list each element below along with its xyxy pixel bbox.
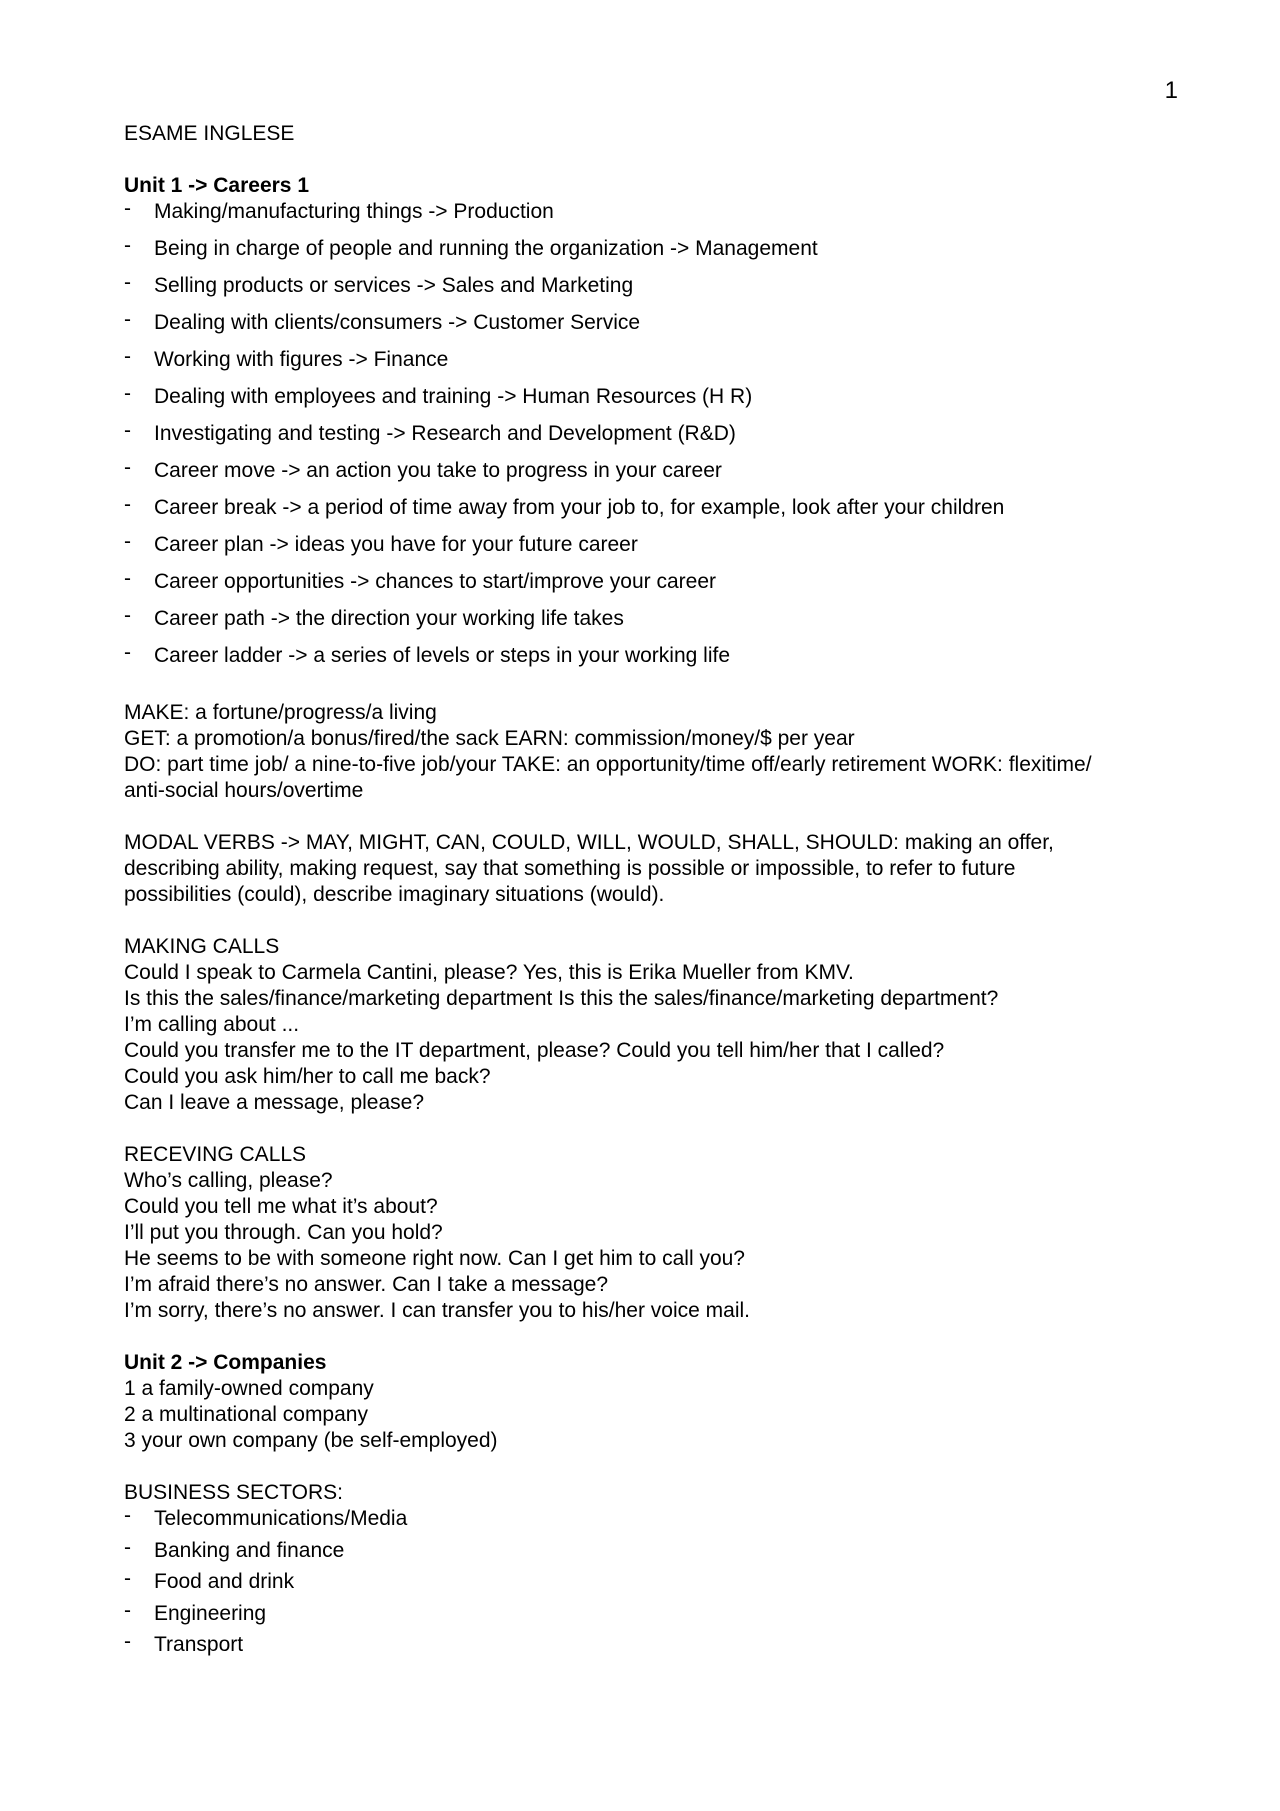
list-item: - Career ladder -> a series of levels or steps in your working life	[124, 641, 731, 667]
dash-bullet: -	[124, 1567, 131, 1590]
list-item: - Career break -> a period of time away from your job to, for example, look after your children	[124, 493, 1005, 519]
text-line: I’ll put you through. Can you hold?	[124, 1221, 443, 1244]
list-item: - Dealing with clients/consumers -> Customer Service	[124, 308, 641, 334]
list-item: - Being in charge of people and running the organization -> Management	[124, 234, 818, 260]
text-line: I’m sorry, there’s no answer. I can transfer you to his/her voice mail.	[124, 1299, 750, 1322]
business-sectors-list	[124, 1506, 1144, 1664]
dash-bullet: -	[124, 197, 131, 220]
document-body	[124, 121, 1144, 1664]
list-item: - Career path -> the direction your working life takes	[124, 604, 624, 630]
list-item: - Career opportunities -> chances to start/improve your career	[124, 567, 717, 593]
text-line: Can I leave a message, please?	[124, 1091, 425, 1114]
list-item: 2 a multinational company	[124, 1403, 368, 1426]
making-calls-block	[124, 934, 1144, 1116]
list-item: - Working with figures -> Finance	[124, 345, 449, 371]
text-line: He seems to be with someone right now. Can I get him to call you?	[124, 1247, 745, 1270]
list-item: 1 a family-owned company	[124, 1377, 374, 1400]
list-item: - Food and drink	[124, 1567, 295, 1593]
unit1-heading: Unit 1 -> Careers 1	[124, 174, 310, 197]
text-line: Could you ask him/her to call me back?	[124, 1065, 491, 1088]
dash-bullet: -	[124, 604, 131, 627]
section-heading: MAKING CALLS	[124, 935, 280, 958]
list-item: - Dealing with employees and training -> Human Resources (H R)	[124, 382, 753, 408]
dash-bullet: -	[124, 234, 131, 257]
text-line: Could you tell me what it’s about?	[124, 1195, 438, 1218]
text-line: DO: part time job/ a nine-to-five job/your TAKE: an opportunity/time off/early retirement WORK: flexitime/	[124, 753, 1092, 776]
dash-bullet: -	[124, 271, 131, 294]
list-item: - Telecommunications/Media	[124, 1504, 408, 1530]
list-item: - Making/manufacturing things -> Production	[124, 197, 554, 223]
dash-bullet: -	[124, 308, 131, 331]
text-line: GET: a promotion/a bonus/fired/the sack EARN: commission/money/$ per year	[124, 727, 855, 750]
list-item: - Investigating and testing -> Research and Development (R&D)	[124, 419, 736, 445]
list-item: - Career plan -> ideas you have for your future career	[124, 530, 638, 556]
business-sectors-block	[124, 1480, 1144, 1664]
text-line: Is this the sales/finance/marketing department Is this the sales/finance/marketing department?	[124, 987, 999, 1010]
modal-verbs-block	[124, 830, 1144, 908]
text-line: anti-social hours/overtime	[124, 779, 364, 802]
receiving-calls-block	[124, 1142, 1144, 1324]
list-item: - Career move -> an action you take to progress in your career	[124, 456, 722, 482]
dash-bullet: -	[124, 641, 131, 664]
text-line: I’m calling about ...	[124, 1013, 300, 1036]
text-line: Who’s calling, please?	[124, 1169, 333, 1192]
page-number: 1	[1164, 77, 1178, 104]
dash-bullet: -	[124, 419, 131, 442]
dash-bullet: -	[124, 1598, 131, 1622]
list-item: - Banking and finance	[124, 1535, 345, 1562]
text-line: MAKE: a fortune/progress/a living	[124, 701, 437, 724]
list-item: 3 your own company (be self-employed)	[124, 1429, 498, 1452]
dash-bullet: -	[124, 1630, 131, 1653]
dash-bullet: -	[124, 456, 131, 479]
text-line: possibilities (could), describe imaginary situations (would).	[124, 883, 665, 906]
text-line: Could I speak to Carmela Cantini, please? Yes, this is Erika Mueller from KMV.	[124, 961, 854, 984]
dash-bullet: -	[124, 382, 131, 405]
dash-bullet: -	[124, 1504, 131, 1527]
unit2-block	[124, 1350, 1144, 1454]
text-line: I’m afraid there’s no answer. Can I take a message?	[124, 1273, 609, 1296]
collocations-block	[124, 700, 1144, 804]
text-line: MODAL VERBS -> MAY, MIGHT, CAN, COULD, WILL, WOULD, SHALL, SHOULD: making an offer,	[124, 831, 1054, 854]
list-item: - Transport	[124, 1630, 244, 1656]
section-heading: BUSINESS SECTORS:	[124, 1481, 344, 1504]
document-title: ESAME INGLESE	[124, 122, 295, 145]
dash-bullet: -	[124, 493, 131, 516]
section-heading: RECEVING CALLS	[124, 1143, 307, 1166]
text-line: Could you transfer me to the IT department, please? Could you tell him/her that I called?	[124, 1039, 945, 1062]
unit1-list	[124, 199, 1144, 680]
dash-bullet: -	[124, 530, 131, 553]
list-item: - Engineering	[124, 1598, 267, 1625]
list-item: - Selling products or services -> Sales and Marketing	[124, 271, 634, 297]
unit2-heading: Unit 2 -> Companies	[124, 1351, 327, 1374]
dash-bullet: -	[124, 1535, 131, 1559]
dash-bullet: -	[124, 567, 131, 590]
dash-bullet: -	[124, 345, 131, 368]
text-line: describing ability, making request, say that something is possible or impossible, to refer to future	[124, 857, 1016, 880]
